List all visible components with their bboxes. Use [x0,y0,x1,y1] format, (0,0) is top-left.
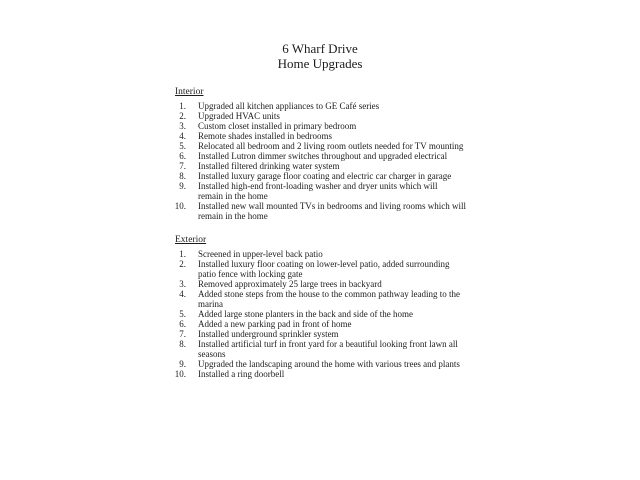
numbered-list [170,101,640,221]
item-text [198,319,351,329]
title-line-1: 6 Wharf Drive [282,41,358,56]
item-text [198,369,284,379]
item-text [198,131,332,141]
item-text [198,171,451,181]
doc-body [175,87,640,379]
item-number: 4. [179,289,186,299]
item-number: 9. [179,181,186,191]
item-text-line: remain in the home [198,211,268,221]
item-number: 1. [179,101,186,111]
list-item [170,369,640,379]
item-text-line: Added a new parking pad in front of home [198,319,352,329]
item-text-line: Upgraded all kitchen appliances to GE Café series [198,101,380,111]
list-item [170,141,640,151]
list-item [170,259,640,279]
item-text [198,161,339,171]
item-number: 10. [174,201,186,211]
item-text-line: patio fence with locking gate [198,269,303,279]
section-interior [175,87,640,221]
item-text-line: Installed high-end front-loading washer and dryer units which will [198,181,438,191]
item-number: 10. [174,369,186,379]
item-text [198,259,450,279]
item-text [198,279,382,289]
item-text-line: Added large stone planters in the back and side of the home [198,309,414,319]
item-text-line: Installed underground sprinkler system [198,329,339,339]
item-text [198,201,466,221]
item-text [198,309,413,319]
item-text-line: Installed luxury floor coating on lower-level patio, added surrounding [198,259,450,269]
item-text-line: Installed Lutron dimmer switches throughout and upgraded electrical [198,151,448,161]
list-item [170,121,640,131]
list-item [170,309,640,319]
list-item [170,249,640,259]
item-text-line: Removed approximately 25 large trees in backyard [198,279,382,289]
document-title [0,0,640,71]
item-text [198,359,460,369]
list-item [170,279,640,289]
item-number: 8. [179,171,186,181]
item-number: 3. [179,121,186,131]
item-number: 2. [179,111,186,121]
title-line-2: Home Upgrades [277,56,363,71]
item-number: 6. [179,151,186,161]
list-item [170,201,640,221]
item-text [198,151,447,161]
list-item [170,161,640,171]
item-text-line: Upgraded HVAC units [198,111,280,121]
item-text [198,111,280,121]
item-text [198,249,323,259]
item-text [198,141,463,151]
item-number: 7. [179,161,186,171]
item-number: 6. [179,319,186,329]
item-text-line: Installed artificial turf in front yard for a beautiful looking front lawn all [198,339,458,349]
item-text-line: Upgraded the landscaping around the home with various trees and plants [198,359,460,369]
item-text-line: Screened in upper-level back patio [198,249,323,259]
item-text [198,289,460,309]
section-exterior [175,235,640,379]
item-text [198,121,356,131]
item-text-line: Added stone steps from the house to the common pathway leading to the [198,289,460,299]
list-item [170,329,640,339]
item-text-line: marina [198,299,223,309]
item-text-line: Custom closet installed in primary bedroom [198,121,357,131]
item-text [198,339,458,359]
item-number: 8. [179,339,186,349]
item-text [198,181,437,201]
item-number: 2. [179,259,186,269]
item-number: 1. [179,249,186,259]
numbered-list [170,249,640,379]
item-number: 4. [179,131,186,141]
item-text-line: Installed new wall mounted TVs in bedrooms and living rooms which will [198,201,467,211]
list-item [170,131,640,141]
section-heading: Interior [175,87,204,97]
item-number: 9. [179,359,186,369]
list-item [170,151,640,161]
item-text-line: Relocated all bedroom and 2 living room outlets needed for TV mounting [198,141,464,151]
list-item [170,111,640,121]
item-text-line: Installed luxury garage floor coating and electric car charger in garage [198,171,452,181]
item-text [198,101,379,111]
item-text-line: Installed a ring doorbell [198,369,285,379]
item-number: 5. [179,141,186,151]
section-heading: Exterior [175,235,207,245]
item-text-line: remain in the home [198,191,268,201]
item-number: 3. [179,279,186,289]
item-text-line: Remote shades installed in bedrooms [198,131,332,141]
list-item [170,181,640,201]
item-number: 7. [179,329,186,339]
item-text-line: Installed filtered drinking water system [198,161,340,171]
list-item [170,171,640,181]
list-item [170,101,640,111]
item-number: 5. [179,309,186,319]
item-text-line: seasons [198,349,226,359]
list-item [170,289,640,309]
list-item [170,319,640,329]
list-item [170,339,640,359]
list-item [170,359,640,369]
item-text [198,329,339,339]
